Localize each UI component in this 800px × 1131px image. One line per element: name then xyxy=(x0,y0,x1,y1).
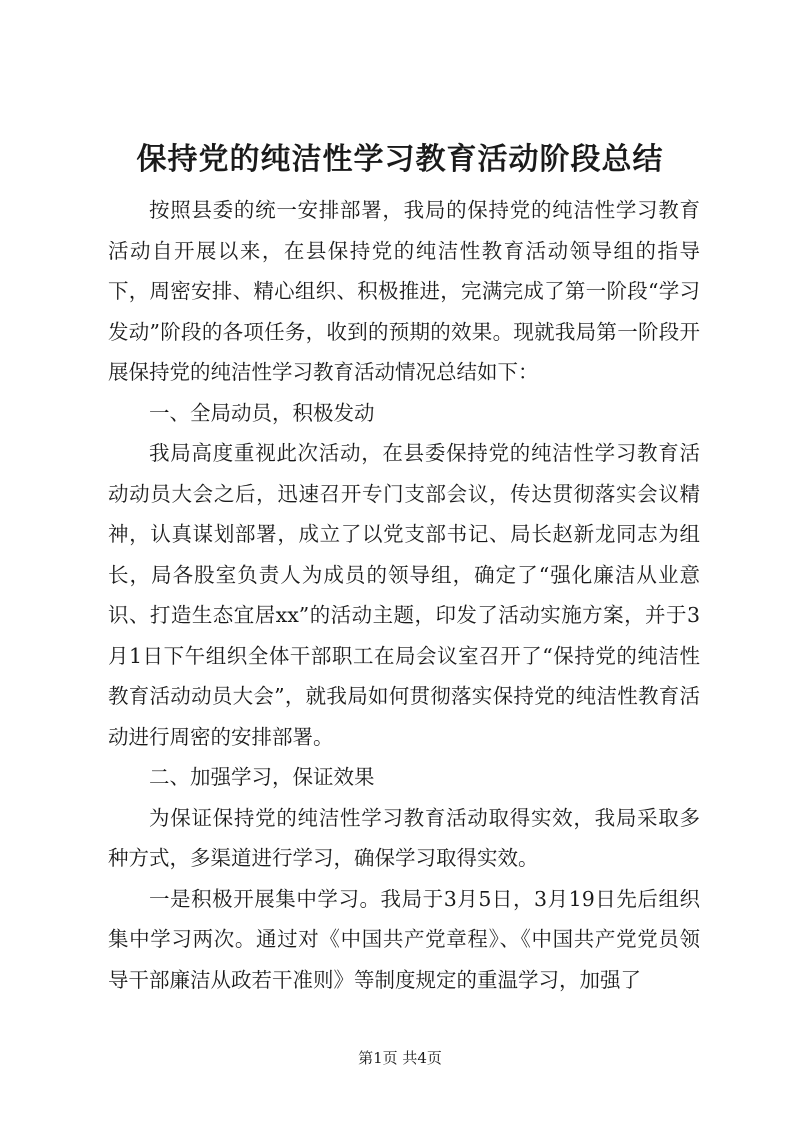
document-body xyxy=(108,190,700,1000)
section-heading-1: 一、全局动员，积极发动 xyxy=(149,400,375,425)
document-title: 保持党的纯洁性学习教育活动阶段总结 xyxy=(136,142,664,177)
section-2-paragraph: 为保证保持党的纯洁性学习教育活动取得实效，我局采取多种方式，多渠道进行学习，确保学习取得实效。 xyxy=(108,805,700,870)
page-footer: 第1页 共4页 xyxy=(358,1049,442,1067)
section-1-paragraph: 我局高度重视此次活动，在县委保持党的纯洁性学习教育活动动员大会之后，迅速召开专门支部会议，传达贯彻落实会议精神，认真谋划部署，成立了以党支部书记、局长赵新龙同志为组长，局各股室负责人为成员的领导组，确定了“强化廉洁从业意识、打造生态宜居xx”的活动主题，印发了活动实施方案，并于3月1日下午组织全体干部职工在局会议室召开了“保持党的纯洁性教育活动动员大会”，就我局如何贯彻落实保持党的纯洁性教育活动进行周密的安排部署。 xyxy=(108,441,700,749)
section-2-item-1-paragraph: 一是积极开展集中学习。我局于3月5日，3月19日先后组织集中学习两次。通过对《中国共产党章程》、《中国共产党党员领导干部廉洁从政若干准则》等制度规定的重温学习，加强了 xyxy=(108,886,700,992)
intro-paragraph: 按照县委的统一安排部署，我局的保持党的纯洁性学习教育活动自开展以来，在县保持党的纯洁性教育活动领导组的指导下，周密安排、精心组织、积极推进，完满完成了第一阶段“学习发动”阶段的各项任务，收到的预期的效果。现就我局第一阶段开展保持党的纯洁性学习教育活动情况总结如下： xyxy=(108,198,700,384)
section-heading-2: 二、加强学习，保证效果 xyxy=(149,765,375,789)
